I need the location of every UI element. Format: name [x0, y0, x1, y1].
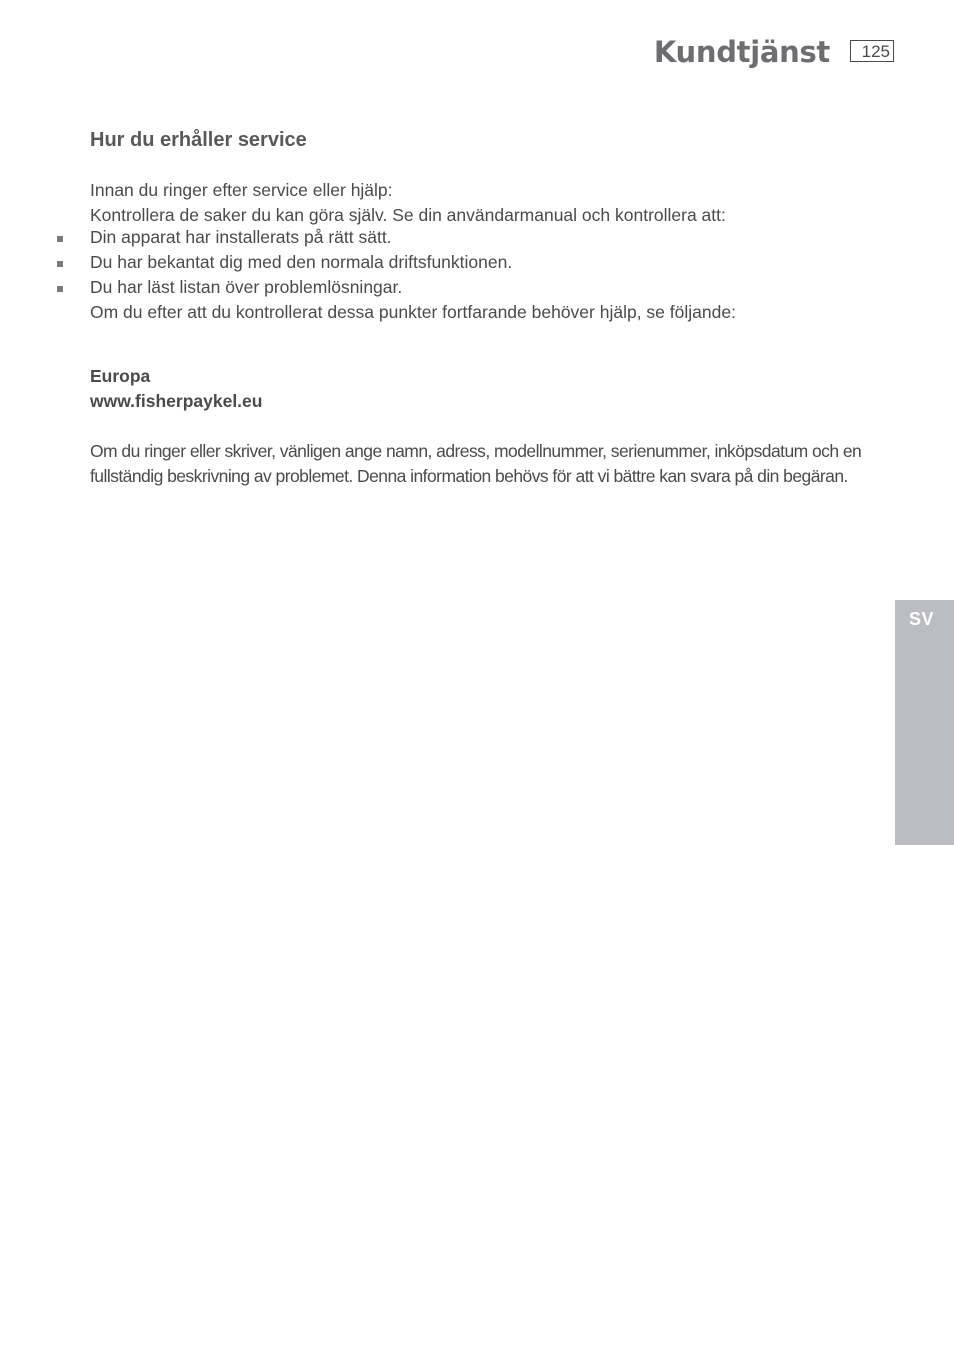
section-heading: Hur du erhåller service	[90, 129, 307, 151]
page-title: Kundtjänst	[653, 35, 830, 69]
bullet-marker-2	[57, 261, 63, 267]
intro-line-1: Innan du ringer efter service eller hjälp:	[90, 180, 393, 200]
contact-region: Europa	[90, 366, 151, 386]
info-paragraph: Om du ringer eller skriver, vänligen ange namn, adress, modellnummer, serienummer, inköpsdatum och en fullständig beskrivning av problemet. Denna information behövs för att vi bättre kan svara på din begäran.	[90, 441, 862, 486]
bullet-marker-1	[57, 236, 63, 242]
bullet-item-3: Du har läst listan över problemlösningar.	[90, 277, 403, 297]
bullet-marker-3	[57, 286, 63, 292]
language-tab	[895, 600, 954, 845]
bullet-item-2: Du har bekantat dig med den normala driftsfunktionen.	[90, 252, 513, 272]
page-number: 125	[850, 40, 894, 62]
follow-up-line: Om du efter att du kontrollerat dessa punkter fortfarande behöver hjälp, se följande:	[90, 302, 736, 322]
language-tab-label: SV	[909, 609, 935, 629]
contact-website[interactable]: www.fisherpaykel.eu	[90, 391, 263, 411]
bullet-item-1: Din apparat har installerats på rätt sätt.	[90, 227, 392, 247]
intro-line-2: Kontrollera de saker du kan göra själv. Se din användarmanual och kontrollera att:	[90, 205, 726, 225]
